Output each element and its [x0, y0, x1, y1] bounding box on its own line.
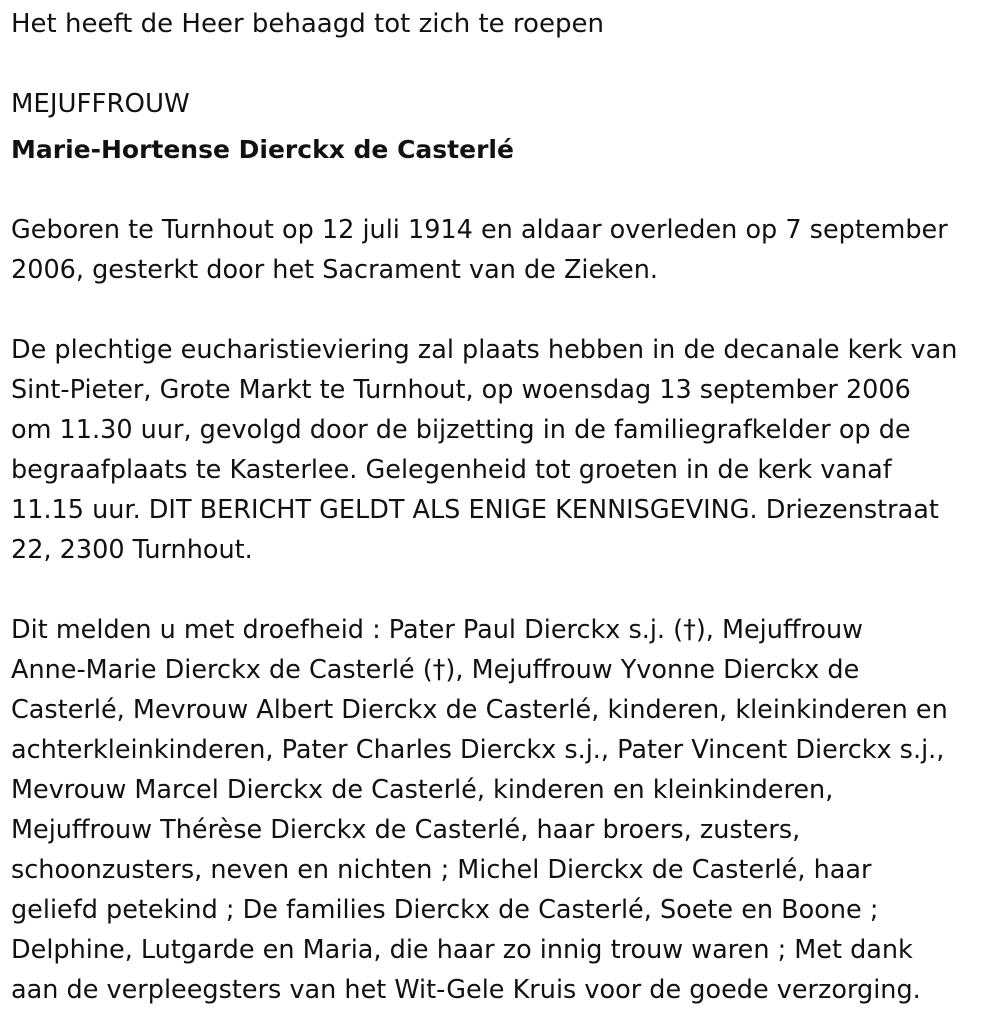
text-line: Casterlé, Mevrouw Albert Dierckx de Casterlé, kinderen, kleinkinderen en	[11, 695, 948, 725]
intro-line: Het heeft de Heer behaagd tot zich te roepen	[11, 9, 604, 39]
birth-paragraph	[11, 210, 996, 290]
text-line: aan de verpleegsters van het Wit-Gele Kruis voor de goede verzorging.	[11, 975, 921, 1005]
text-line: achterkleinkinderen, Pater Charles Dierckx s.j., Pater Vincent Dierckx s.j.,	[11, 735, 945, 765]
text-line: begraafplaats te Kasterlee. Gelegenheid tot groeten in de kerk vanaf	[11, 455, 892, 485]
death-notice	[11, 0, 996, 1010]
text-line: Delphine, Lutgarde en Maria, die haar zo innig trouw waren ; Met dank	[11, 935, 913, 965]
text-line: Dit melden u met droefheid : Pater Paul Dierckx s.j. (†), Mejuffrouw	[11, 615, 864, 645]
text-line: om 11.30 uur, gevolgd door de bijzetting in de familiegrafkelder op de	[11, 415, 911, 445]
text-line: Mevrouw Marcel Dierckx de Casterlé, kinderen en kleinkinderen,	[11, 775, 834, 805]
honorific: MEJUFFROUW	[11, 89, 190, 119]
text-line: Anne-Marie Dierckx de Casterlé (†), Mejuffrouw Yvonne Dierckx de	[11, 655, 860, 685]
text-line: De plechtige eucharistieviering zal plaats hebben in de decanale kerk van	[11, 335, 958, 365]
text-line: Geboren te Turnhout op 12 juli 1914 en aldaar overleden op 7 september	[11, 215, 948, 245]
text-line: Mejuffrouw Thérèse Dierckx de Casterlé, haar broers, zusters,	[11, 815, 801, 845]
family-paragraph	[11, 610, 996, 1010]
text-line: 22, 2300 Turnhout.	[11, 535, 253, 565]
text-line: schoonzusters, neven en nichten ; Michel Dierckx de Casterlé, haar	[11, 855, 872, 885]
text-line: 11.15 uur. DIT BERICHT GELDT ALS ENIGE KENNISGEVING. Driezenstraat	[11, 495, 939, 525]
text-line: geliefd petekind ; De families Dierckx de Casterlé, Soete en Boone ;	[11, 895, 879, 925]
deceased-name: Marie-Hortense Dierckx de Casterlé	[11, 135, 514, 164]
text-line: Sint-Pieter, Grote Markt te Turnhout, op woensdag 13 september 2006	[11, 375, 911, 405]
ceremony-paragraph	[11, 330, 996, 570]
text-line: 2006, gesterkt door het Sacrament van de Zieken.	[11, 255, 659, 285]
